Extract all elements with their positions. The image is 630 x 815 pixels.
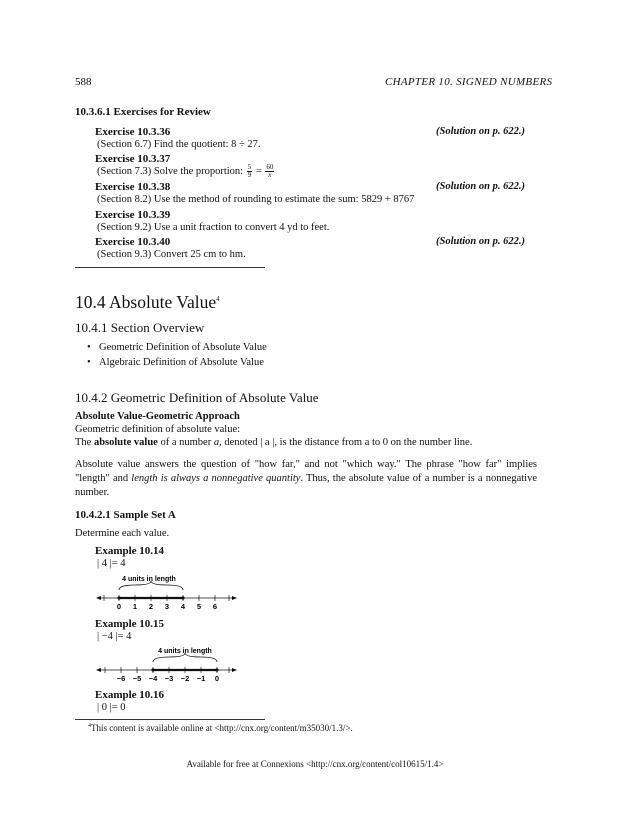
review-title: 10.3.6.1 Exercises for Review bbox=[75, 106, 211, 118]
endpoint-dot bbox=[215, 668, 218, 671]
number-line bbox=[95, 643, 240, 683]
exercise-body: (Section 9.2) Use a unit fraction to convert 4 yd to feet. bbox=[97, 222, 330, 233]
example-expression: | 4 |= 4 bbox=[97, 558, 126, 569]
tick-label: −5 bbox=[132, 674, 142, 683]
page-footer[interactable]: Available for free at Connexions <http://cnx.org/content/col10615/1.4> bbox=[186, 759, 444, 769]
exercise-title: Exercise 10.3.37 bbox=[95, 153, 171, 165]
exercise-body: (Section 8.2) Use the method of rounding to estimate the sum: 5829 + 8767 bbox=[97, 194, 415, 205]
explanation-paragraph bbox=[75, 458, 537, 500]
tick-label: 6 bbox=[212, 602, 218, 611]
equals-sign: = bbox=[255, 165, 262, 177]
list-item: • Geometric Definition of Absolute Value bbox=[87, 340, 267, 355]
tick-label: 0 bbox=[214, 674, 220, 683]
def-abs-notation: | a | bbox=[260, 437, 275, 448]
example-title: Example 10.16 bbox=[95, 689, 165, 701]
fraction bbox=[247, 164, 253, 179]
tick-label: 0 bbox=[116, 602, 122, 611]
example-title: Example 10.15 bbox=[95, 618, 165, 630]
tick-label: 1 bbox=[132, 602, 138, 611]
def-text: The bbox=[75, 437, 92, 448]
footnote-mark: 4 bbox=[88, 723, 91, 729]
def-text: , is the distance from a to 0 on the number line. bbox=[274, 437, 473, 448]
length-label: 4 units in length bbox=[122, 576, 176, 583]
exercise-body: (Section 9.3) Convert 25 cm to hm. bbox=[97, 249, 246, 260]
tick-label: 3 bbox=[164, 602, 170, 611]
exercise-text: (Section 7.3) Solve the proportion: bbox=[97, 165, 244, 177]
def-text: of a number bbox=[160, 437, 212, 448]
exercise-title: Exercise 10.3.39 bbox=[95, 209, 171, 221]
tick-label: −1 bbox=[196, 674, 206, 683]
footnote-text[interactable]: This content is available online at <http://cnx.org/content/m35030/1.3/>. bbox=[91, 723, 353, 733]
arrow-right-icon bbox=[232, 596, 237, 600]
exercise-title: Exercise 10.3.36 bbox=[95, 126, 171, 138]
footnote bbox=[88, 723, 353, 733]
section-divider bbox=[75, 267, 265, 268]
endpoint-dot bbox=[151, 668, 154, 671]
fraction-numerator: 5 bbox=[247, 163, 252, 171]
endpoint-dot bbox=[181, 596, 184, 599]
list-item: • Algebraic Definition of Absolute Value bbox=[87, 355, 267, 370]
example-expression: | −4 |= 4 bbox=[97, 631, 132, 642]
solution-link[interactable]: (Solution on p. 622.) bbox=[436, 126, 525, 137]
exercise-body: (Section 6.7) Find the quotient: 8 ÷ 27. bbox=[97, 139, 261, 150]
fraction bbox=[265, 164, 274, 179]
overview-list bbox=[87, 340, 267, 370]
section-title bbox=[75, 292, 220, 313]
arrow-left-icon bbox=[96, 596, 101, 600]
paragraph-text: . Thus, the absolute value of a number is a nonnegative number. bbox=[75, 473, 538, 498]
overview-title: 10.4.1 Section Overview bbox=[75, 320, 205, 335]
solution-link[interactable]: (Solution on p. 622.) bbox=[436, 181, 525, 192]
tick-label: −2 bbox=[180, 674, 190, 683]
example-expression: | 0 |= 0 bbox=[97, 702, 126, 713]
sample-set-title: 10.4.2.1 Sample Set A bbox=[75, 509, 176, 521]
footnote-marker[interactable]: 4 bbox=[216, 295, 220, 304]
fraction-denominator: 9 bbox=[247, 171, 252, 179]
exercise-title: Exercise 10.3.38 bbox=[95, 181, 171, 193]
tick-label: −3 bbox=[164, 674, 174, 683]
tick-label: 5 bbox=[196, 602, 202, 611]
arrow-left-icon bbox=[96, 668, 101, 672]
arrow-right-icon bbox=[232, 668, 237, 672]
approach-title: Absolute Value-Geometric Approach bbox=[75, 411, 240, 422]
fraction-denominator: x bbox=[268, 171, 272, 179]
paragraph-emphasis: length is always a nonnegative quantity bbox=[131, 473, 301, 484]
paragraph-text: Absolute value answers the question of "how far," and not "which way." The phrase "how far" implies "length" and bbox=[75, 459, 537, 484]
tick-label: −6 bbox=[116, 674, 126, 683]
chapter-heading: CHAPTER 10. SIGNED NUMBERS bbox=[385, 76, 553, 88]
page-number: 588 bbox=[75, 76, 92, 88]
approach-line: Geometric definition of absolute value: bbox=[75, 424, 241, 435]
geometric-title: 10.4.2 Geometric Definition of Absolute Value bbox=[75, 390, 319, 405]
tick-label: 4 bbox=[180, 602, 186, 611]
exercise-title: Exercise 10.3.40 bbox=[95, 236, 171, 248]
sample-intro: Determine each value. bbox=[75, 528, 170, 539]
example-title: Example 10.14 bbox=[95, 545, 165, 557]
def-term: absolute value bbox=[93, 437, 158, 448]
length-label: 4 units in length bbox=[158, 648, 212, 655]
def-text: , denoted bbox=[219, 437, 258, 448]
number-line bbox=[95, 571, 240, 611]
endpoint-dot bbox=[117, 596, 120, 599]
footnote-divider bbox=[75, 719, 265, 720]
definition-line bbox=[75, 436, 472, 450]
solution-link[interactable]: (Solution on p. 622.) bbox=[436, 236, 525, 247]
tick-label: 2 bbox=[148, 602, 154, 611]
exercise-body bbox=[97, 164, 275, 179]
def-variable: a bbox=[213, 437, 220, 448]
fraction-numerator: 60 bbox=[266, 163, 274, 171]
section-title-text: 10.4 Absolute Value bbox=[75, 292, 217, 312]
tick-label: −4 bbox=[148, 674, 158, 683]
